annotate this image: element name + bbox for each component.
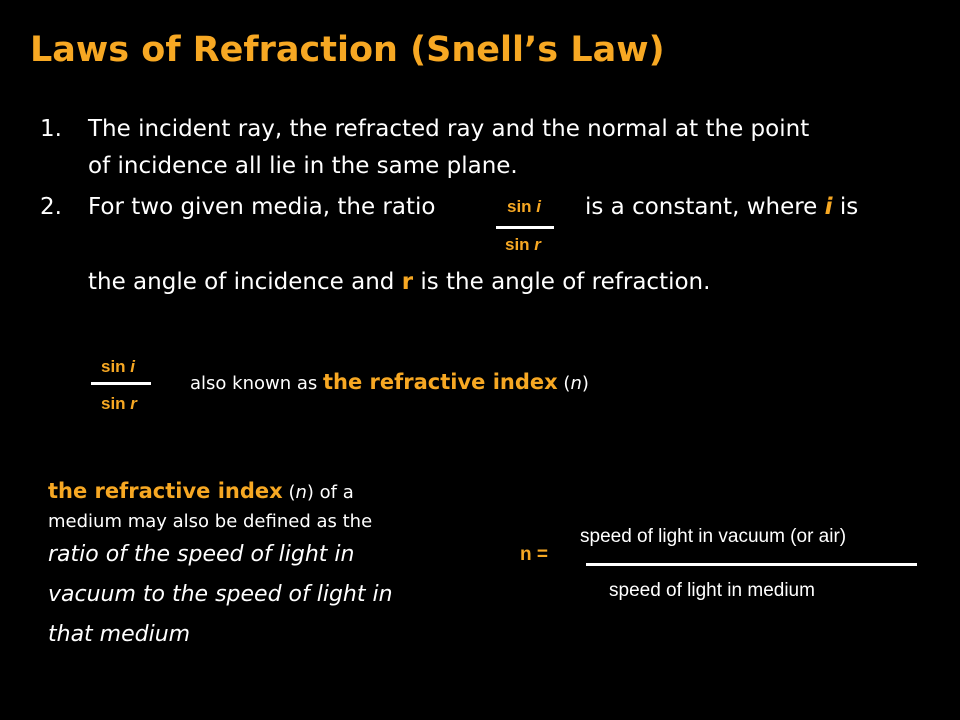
formula-numerator: speed of light in vacuum (or air) bbox=[580, 526, 847, 547]
law-1 bbox=[40, 116, 809, 142]
definition-line-1: the refractive index (n) of a bbox=[48, 479, 354, 503]
law-2-text-after: is a constant, where i is bbox=[585, 194, 859, 220]
formula-lhs: n = bbox=[520, 544, 548, 565]
formula-denominator: speed of light in medium bbox=[609, 580, 815, 601]
definition-line-3: ratio of the speed of light in bbox=[48, 541, 355, 567]
law-1-line-2: of incidence all lie in the same plane. bbox=[88, 153, 518, 179]
ratio-fraction-numerator: sin i bbox=[101, 357, 136, 376]
law-2-fraction-numerator: sin i bbox=[507, 197, 542, 216]
law-2-line-2: the angle of incidence and r is the angle of refraction. bbox=[88, 269, 711, 295]
law-1-number: 1. bbox=[40, 116, 62, 142]
law-2-text-before: For two given media, the ratio bbox=[88, 194, 436, 220]
formula-fraction-bar bbox=[586, 563, 917, 566]
ratio-fraction-denominator: sin r bbox=[101, 394, 137, 413]
law-2-var-i: i bbox=[824, 194, 833, 220]
law-1-line-1: The incident ray, the refracted ray and the normal at the point bbox=[88, 116, 810, 142]
slide-title: Laws of Refraction (Snell’s Law) bbox=[30, 30, 665, 70]
ratio-fraction-bar bbox=[91, 382, 151, 385]
law-2-fraction-denominator: sin r bbox=[505, 235, 541, 254]
law-2 bbox=[40, 194, 435, 220]
law-2-number: 2. bbox=[40, 194, 62, 220]
definition-line-4: vacuum to the speed of light in bbox=[48, 581, 393, 607]
refractive-index-term: the refractive index bbox=[322, 370, 558, 394]
definition-line-2: medium may also be defined as the bbox=[48, 510, 373, 532]
law-2-fraction-bar bbox=[496, 226, 554, 229]
definition-block bbox=[48, 476, 393, 655]
law-2-var-r: r bbox=[401, 269, 414, 295]
definition-line-5: that medium bbox=[48, 621, 191, 647]
also-known-as: also known as the refractive index (n) bbox=[190, 370, 589, 394]
